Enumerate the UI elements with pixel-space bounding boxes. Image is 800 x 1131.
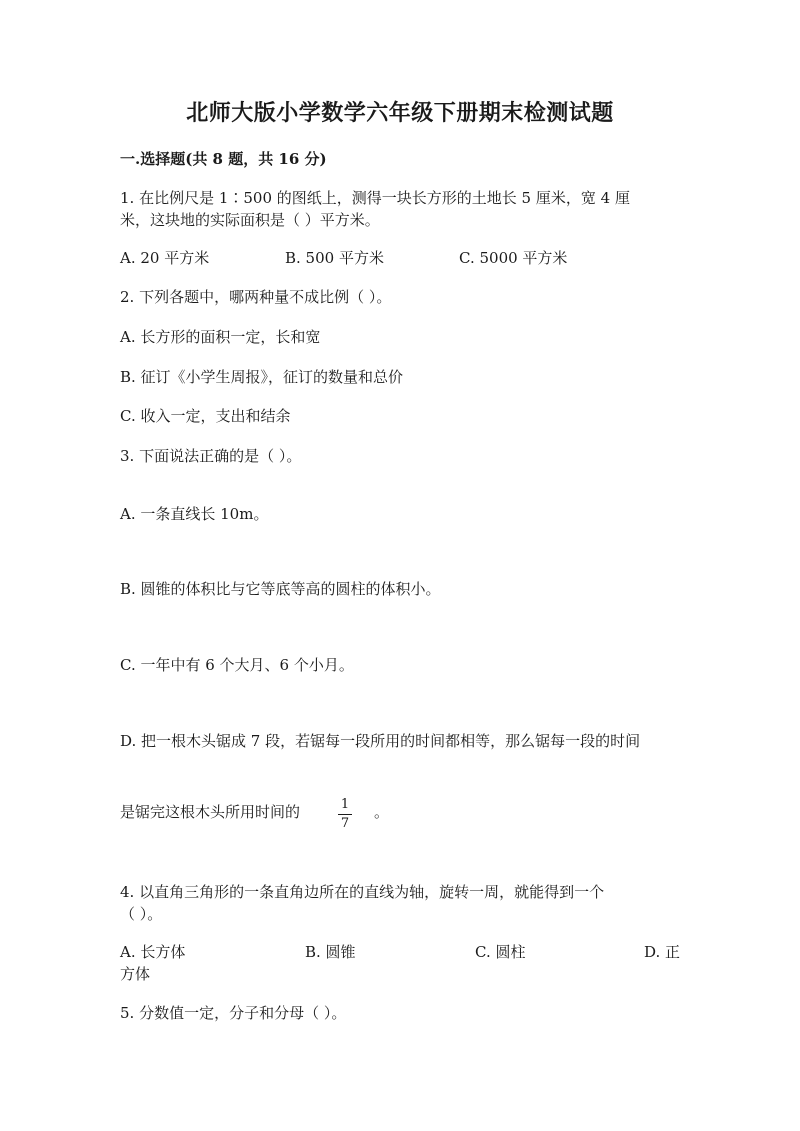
- question-1-option-b: B. 500 平方米: [285, 249, 384, 267]
- question-4-option-c: C. 圆柱: [475, 943, 526, 961]
- question-4-line-2: （ ）。: [120, 905, 163, 923]
- question-4-option-b: B. 圆锥: [305, 943, 356, 961]
- question-4-option-a: A. 长方体: [120, 943, 186, 961]
- question-3-option-b: B. 圆锥的体积比与它等底等高的圆柱的体积小。: [120, 580, 441, 598]
- question-2-option-c: C. 收入一定，支出和结余: [120, 407, 291, 425]
- question-5-stem: 5. 分数值一定，分子和分母（ ）。: [120, 1004, 347, 1022]
- question-4-line-1: 4. 以直角三角形的一条直角边所在的直线为轴，旋转一周，就能得到一个: [120, 883, 605, 901]
- question-3-option-d: D. 把一根木头锯成 7 段，若锯每一段所用的时间都相等，那么锯每一段的时间: [120, 732, 641, 750]
- section-heading: 一.选择题(共 8 题，共 16 分): [120, 150, 327, 168]
- fraction-bar: [338, 814, 352, 815]
- question-3-option-c: C. 一年中有 6 个大月、6 个小月。: [120, 656, 354, 674]
- question-3-option-d-continuation: 是锯完这根木头所用时间的: [120, 803, 301, 821]
- question-4-option-d-wrap: 方体: [120, 965, 151, 983]
- page-title: 北师大版小学数学六年级下册期末检测试题: [186, 100, 614, 126]
- fraction-numerator: 1: [340, 797, 350, 812]
- question-3-option-d-end: 。: [374, 803, 390, 821]
- fraction-one-seventh: [338, 797, 352, 832]
- question-1-line-1: 1. 在比例尺是 1∶500 的图纸上，测得一块长方形的土地长 5 厘米，宽 4 厘: [120, 189, 630, 207]
- question-3-option-a: A. 一条直线长 10m。: [120, 505, 269, 523]
- question-1-option-a: A. 20 平方米: [120, 249, 210, 267]
- fraction-denominator: 7: [340, 816, 350, 831]
- question-3-stem: 3. 下面说法正确的是（ ）。: [120, 447, 302, 465]
- question-1-line-2: 米，这块地的实际面积是（ ）平方米。: [120, 211, 380, 229]
- question-1-option-c: C. 5000 平方米: [459, 249, 568, 267]
- question-4-option-d: D. 正: [644, 943, 681, 961]
- question-2-option-b: B. 征订《小学生周报》，征订的数量和总价: [120, 368, 404, 386]
- question-2-option-a: A. 长方形的面积一定，长和宽: [120, 328, 321, 346]
- question-2-stem: 2. 下列各题中，哪两种量不成比例（ ）。: [120, 288, 392, 306]
